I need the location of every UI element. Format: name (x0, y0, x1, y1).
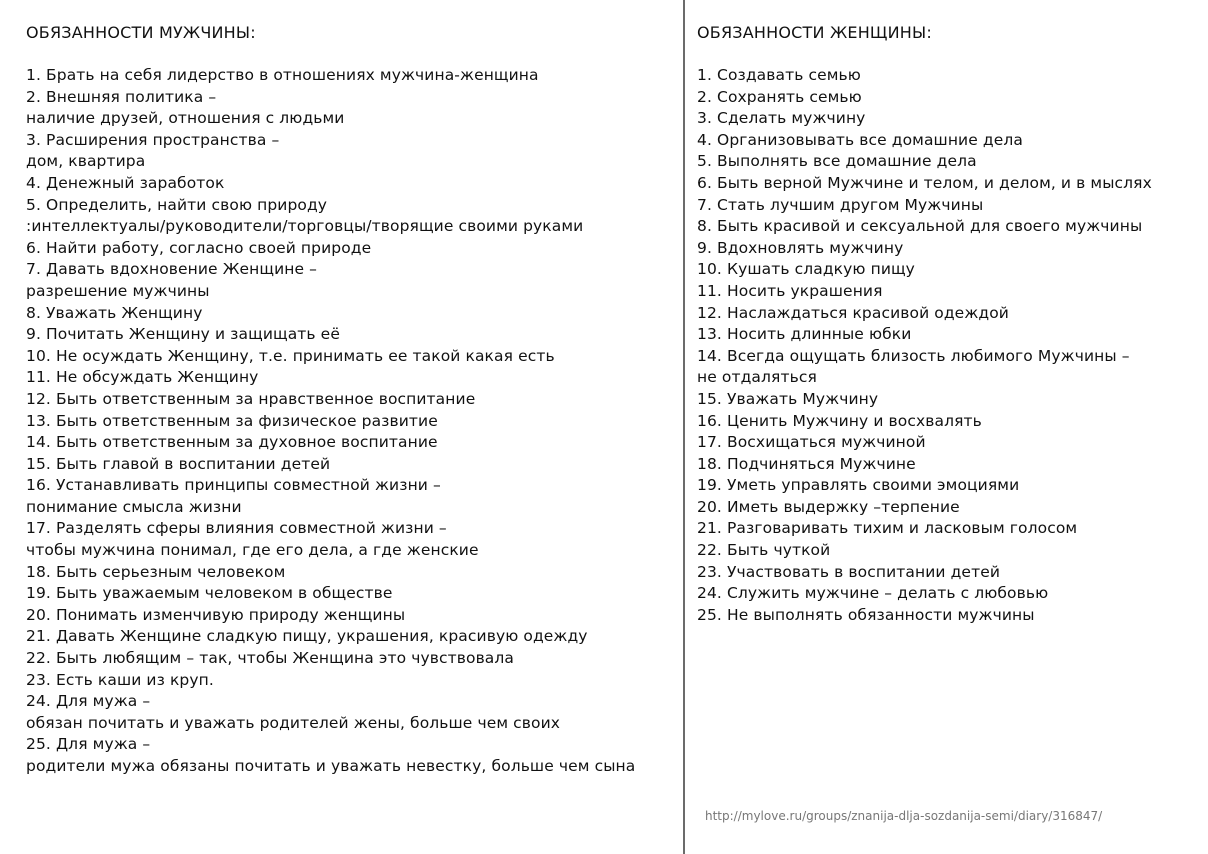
list-item: чтобы мужчина понимал, где его дела, а где женские (26, 541, 479, 560)
list-item: 15. Уважать Мужчину (697, 389, 879, 408)
list-item: наличие друзей, отношения с людьми (26, 109, 345, 128)
list-item: не отдаляться (697, 368, 817, 387)
list-item: 5. Выполнять все домашние дела (697, 152, 977, 171)
list-item: 2. Сохранять семью (697, 87, 862, 106)
list-item: 24. Для мужа – (26, 692, 151, 711)
list-item: обязан почитать и уважать родителей жены, больше чем своих (26, 713, 561, 732)
list-item: 1. Создавать семью (697, 66, 861, 84)
list-item: понимание смысла жизни (26, 497, 242, 516)
list-item: 17. Разделять сферы влияния совместной жизни – (26, 519, 447, 538)
list-item: 14. Быть ответственным за духовное воспитание (26, 433, 438, 452)
list-item: 12. Наслаждаться красивой одеждой (697, 303, 1009, 322)
list-item: 4. Денежный заработок (26, 173, 225, 192)
women-duties-column (697, 22, 1197, 626)
list-item: 24. Служить мужчине – делать с любовью (697, 584, 1049, 603)
source-url: http://mylove.ru/groups/znanija-dlja-sozdanija-semi/diary/316847/ (705, 809, 1103, 823)
list-item: 3. Расширения пространства – (26, 130, 280, 149)
list-item: 25. Для мужа – (26, 735, 151, 754)
list-item: 23. Участвовать в воспитании детей (697, 562, 1001, 581)
list-item: 9. Почитать Женщину и защищать её (26, 325, 340, 344)
list-item: 8. Быть красивой и сексуальной для своего мужчины (697, 217, 1143, 236)
list-item: 20. Иметь выдержку –терпение (697, 497, 960, 516)
list-item: 12. Быть ответственным за нравственное воспитание (26, 389, 476, 408)
list-item: 3. Сделать мужчину (697, 109, 866, 128)
list-item: 19. Уметь управлять своими эмоциями (697, 476, 1020, 495)
list-item: 5. Определить, найти свою природу (26, 195, 328, 214)
women-duties-list (697, 65, 1197, 626)
list-item: 13. Быть ответственным за физическое развитие (26, 411, 438, 430)
list-item: 4. Организовывать все домашние дела (697, 130, 1023, 149)
list-item: дом, квартира (26, 152, 146, 171)
list-item: 18. Быть серьезным человеком (26, 562, 286, 581)
list-item: 16. Ценить Мужчину и восхвалять (697, 411, 982, 430)
list-item: 9. Вдохновлять мужчину (697, 238, 904, 257)
list-item: 1. Брать на себя лидерство в отношениях мужчина-женщина (26, 66, 539, 84)
list-item: 10. Кушать сладкую пищу (697, 260, 915, 279)
list-item: 20. Понимать изменчивую природу женщины (26, 605, 406, 624)
men-duties-list (26, 65, 676, 778)
list-item: 18. Подчиняться Мужчине (697, 454, 916, 473)
list-item: 11. Не обсуждать Женщину (26, 368, 259, 387)
list-item: 21. Разговаривать тихим и ласковым голосом (697, 519, 1078, 538)
list-item: 17. Восхищаться мужчиной (697, 433, 926, 452)
list-item: 2. Внешняя политика – (26, 87, 217, 106)
list-item: 7. Стать лучшим другом Мужчины (697, 195, 984, 214)
list-item: 21. Давать Женщине сладкую пищу, украшения, красивую одежду (26, 627, 588, 646)
list-item: 8. Уважать Женщину (26, 303, 203, 322)
women-duties-title: ОБЯЗАННОСТИ ЖЕНЩИНЫ: (697, 23, 932, 42)
list-item: :интеллектуалы/руководители/торговцы/творящие своими руками (26, 217, 584, 236)
men-duties-column (26, 22, 676, 778)
list-item: 7. Давать вдохновение Женщине – (26, 260, 318, 279)
list-item: 16. Устанавливать принципы совместной жизни – (26, 476, 441, 495)
list-item: родители мужа обязаны почитать и уважать невестку, больше чем сына (26, 757, 636, 775)
column-divider (683, 0, 685, 854)
men-duties-title: ОБЯЗАННОСТИ МУЖЧИНЫ: (26, 23, 256, 42)
list-item: 6. Быть верной Мужчине и телом, и делом, и в мыслях (697, 173, 1152, 192)
list-item: 14. Всегда ощущать близость любимого Мужчины – (697, 346, 1130, 365)
list-item: разрешение мужчины (26, 281, 210, 300)
list-item: 13. Носить длинные юбки (697, 325, 912, 344)
list-item: 22. Быть чуткой (697, 541, 831, 560)
list-item: 19. Быть уважаемым человеком в обществе (26, 584, 393, 603)
list-item: 10. Не осуждать Женщину, т.е. принимать ее такой какая есть (26, 346, 555, 365)
list-item: 23. Есть каши из круп. (26, 670, 214, 689)
list-item: 15. Быть главой в воспитании детей (26, 454, 331, 473)
list-item: 25. Не выполнять обязанности мужчины (697, 605, 1035, 624)
list-item: 11. Носить украшения (697, 281, 883, 300)
list-item: 6. Найти работу, согласно своей природе (26, 238, 372, 257)
list-item: 22. Быть любящим – так, чтобы Женщина это чувствовала (26, 649, 515, 668)
